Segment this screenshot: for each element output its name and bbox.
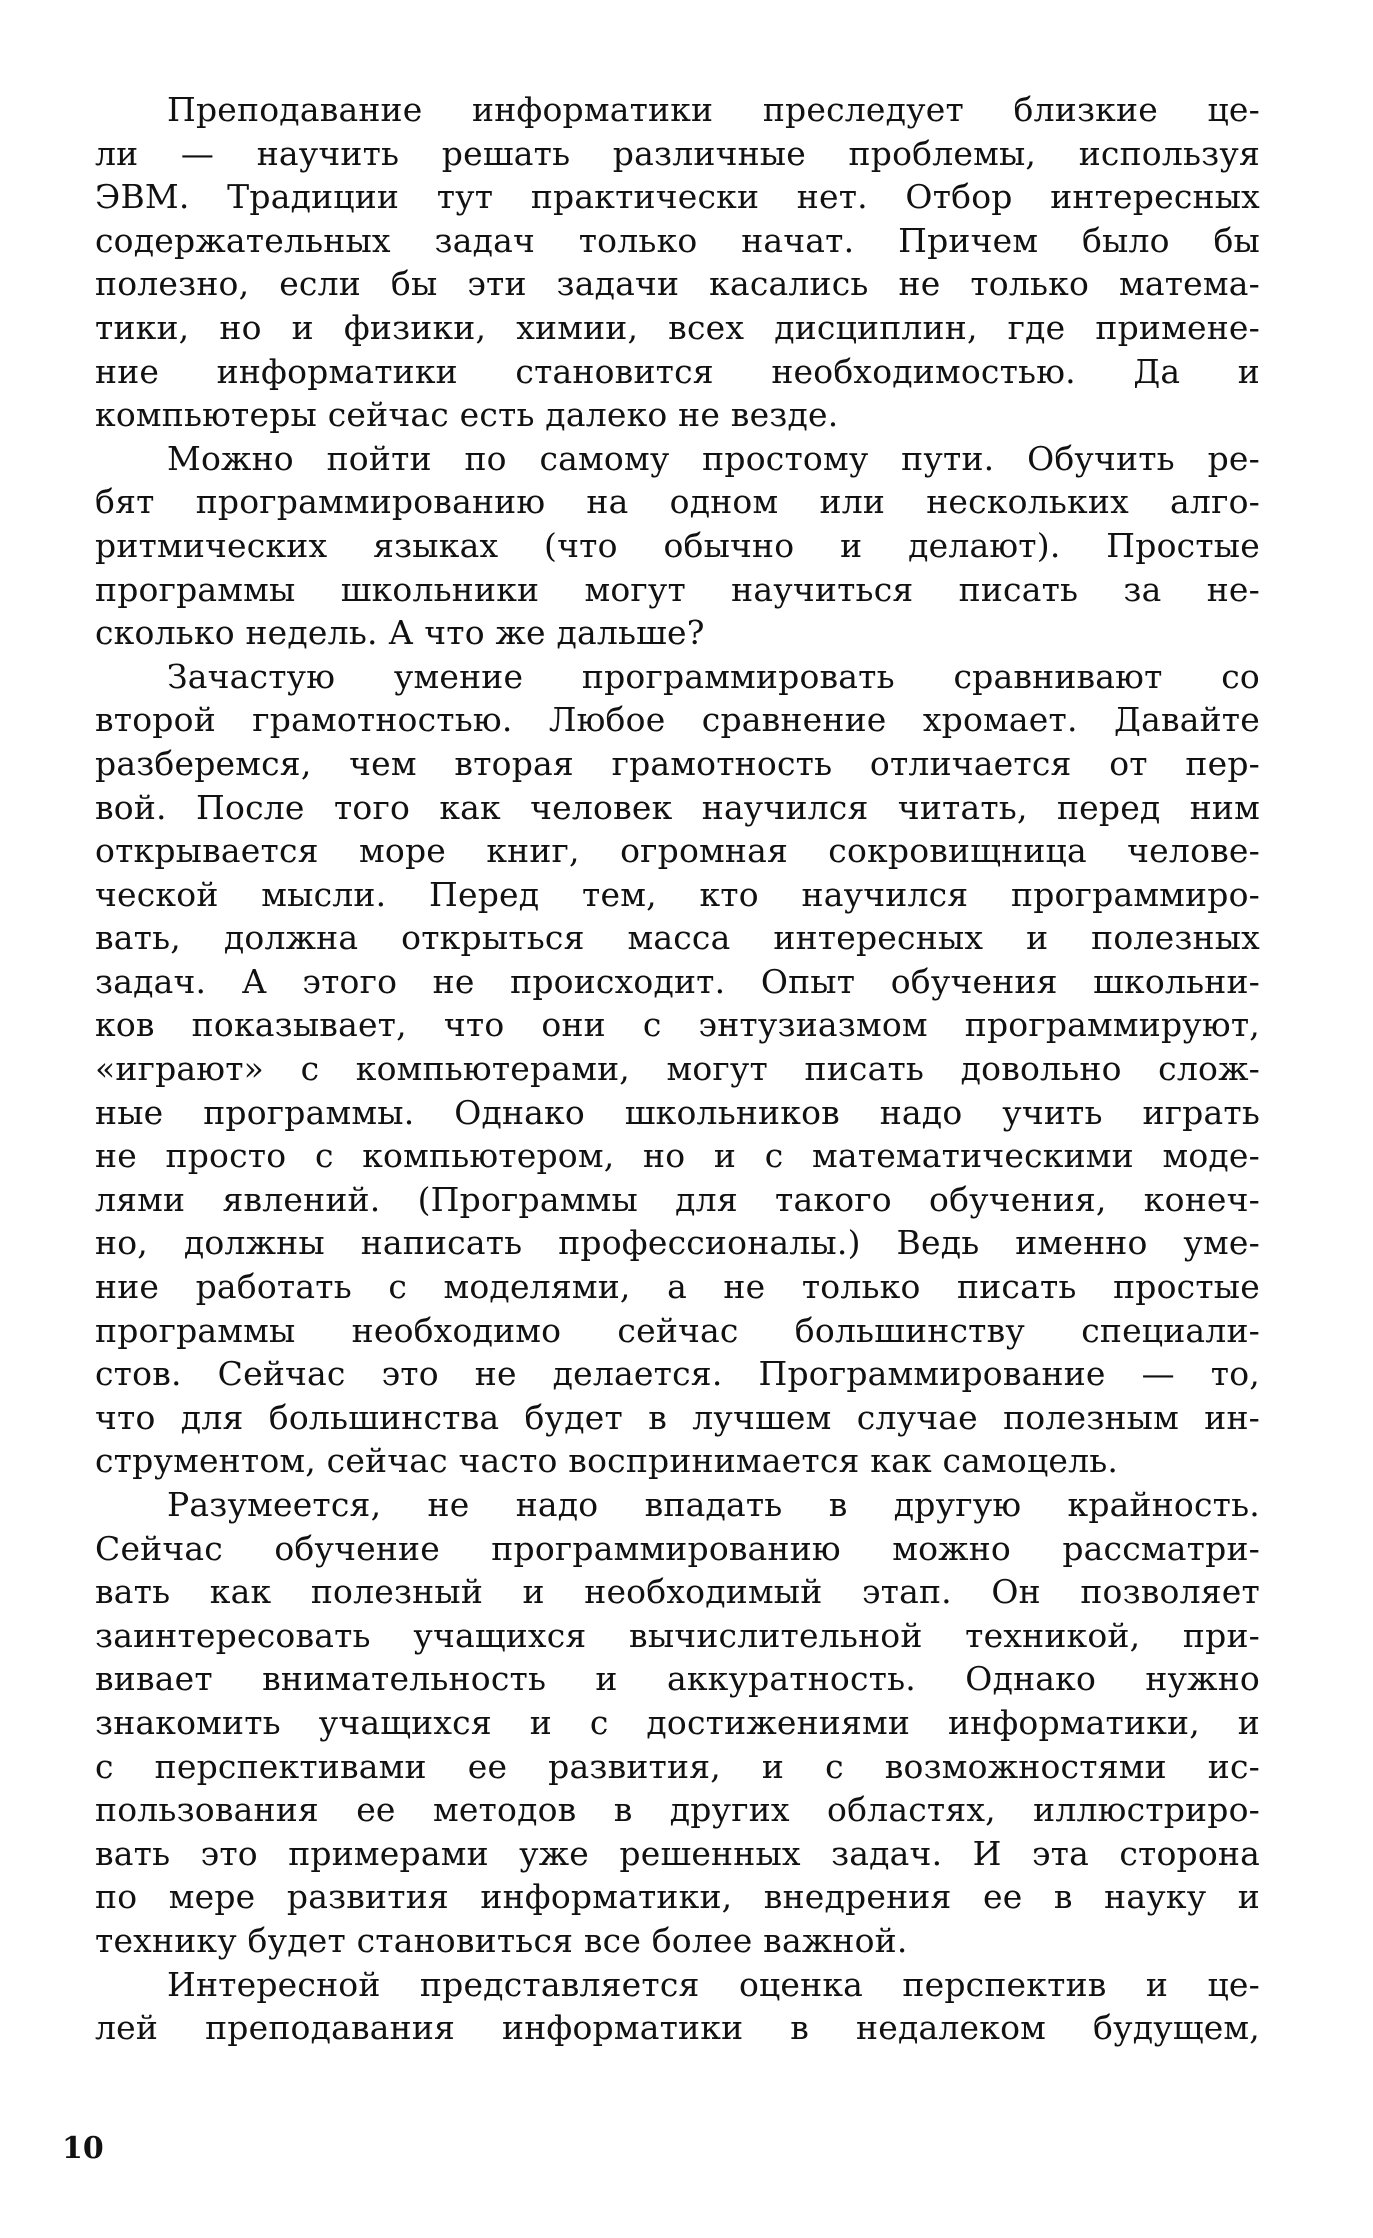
text-line: вивает внимательность и аккуратность. Однако нужно bbox=[95, 1659, 1260, 1699]
text-line: ритмических языках (что обычно и делают). Простые bbox=[95, 525, 1260, 565]
text-line: знакомить учащихся и с достижениями информатики, и bbox=[95, 1702, 1260, 1742]
text-line: Сейчас обучение программированию можно рассматри- bbox=[95, 1528, 1260, 1568]
text-line: разберемся, чем вторая грамотность отличается от пер- bbox=[95, 743, 1260, 783]
paragraph-1 bbox=[95, 88, 1260, 437]
text-line: ЭВМ. Традиции тут практически нет. Отбор интересных bbox=[95, 177, 1260, 217]
text-line: ческой мысли. Перед тем, кто научился программиро- bbox=[95, 874, 1260, 914]
text-line: Зачастую умение программировать сравнивают со bbox=[167, 656, 1260, 696]
text-line: лей преподавания информатики в недалеком будущем, bbox=[95, 2008, 1260, 2048]
text-line: бят программированию на одном или нескольких алго- bbox=[95, 482, 1260, 522]
text-line: ние работать с моделями, а не только писать простые bbox=[95, 1267, 1260, 1307]
book-page bbox=[95, 88, 1260, 2168]
text-line: Интересной представляется оценка перспектив и це- bbox=[167, 1964, 1260, 2004]
text-line: программы необходимо сейчас большинству специали- bbox=[95, 1310, 1260, 1350]
text-line: программы школьники могут научиться писать за не- bbox=[95, 569, 1260, 609]
text-line: Преподавание информатики преследует близкие це- bbox=[167, 90, 1260, 129]
text-line: второй грамотностью. Любое сравнение хромает. Давайте bbox=[95, 700, 1260, 740]
paragraph-5 bbox=[95, 1963, 1260, 2050]
text-line: но, должны написать профессионалы.) Ведь именно уме- bbox=[95, 1223, 1260, 1263]
text-line: вать, должна открыться масса интересных и полезных bbox=[95, 918, 1260, 958]
text-line: стов. Сейчас это не делается. Программирование — то, bbox=[95, 1354, 1260, 1394]
page-number: 10 bbox=[62, 2131, 104, 2166]
text-line: «играют» с компьютерами, могут писать довольно слож- bbox=[95, 1049, 1260, 1089]
text-line: ные программы. Однако школьников надо учить играть bbox=[95, 1092, 1260, 1132]
text-line: полезно, если бы эти задачи касались не только матема- bbox=[95, 264, 1260, 304]
text-line: вать как полезный и необходимый этап. Он позволяет bbox=[95, 1572, 1260, 1612]
text-line: сколько недель. А что же дальше? bbox=[95, 613, 705, 653]
text-line: лями явлений. (Программы для такого обучения, конеч- bbox=[95, 1179, 1260, 1219]
text-line: не просто с компьютером, но и с математическими моде- bbox=[95, 1136, 1260, 1176]
text-line: тики, но и физики, химии, всех дисциплин, где примене- bbox=[95, 307, 1260, 347]
text-line: с перспективами ее развития, и с возможностями ис- bbox=[95, 1746, 1260, 1786]
text-line: ние информатики становится необходимостью. Да и bbox=[95, 351, 1260, 391]
text-line: заинтересовать учащихся вычислительной техникой, при- bbox=[95, 1615, 1260, 1655]
paragraph-2 bbox=[95, 437, 1260, 655]
text-line: содержательных задач только начат. Причем было бы bbox=[95, 220, 1260, 260]
paragraph-4 bbox=[95, 1483, 1260, 1963]
text-line: что для большинства будет в лучшем случае полезным ин- bbox=[95, 1397, 1260, 1437]
text-line: открывается море книг, огромная сокровищница челове- bbox=[95, 831, 1260, 871]
text-line: вой. После того как человек научился читать, перед ним bbox=[95, 787, 1260, 827]
text-line: струментом, сейчас часто воспринимается как самоцель. bbox=[95, 1441, 1119, 1481]
text-line: вать это примерами уже решенных задач. И эта сторона bbox=[95, 1833, 1260, 1873]
text-line: ков показывает, что они с энтузиазмом программируют, bbox=[95, 1005, 1260, 1045]
paragraph-3 bbox=[95, 655, 1260, 1483]
text-line: компьютеры сейчас есть далеко не везде. bbox=[95, 395, 839, 435]
text-line: задач. А этого не происходит. Опыт обучения школьни- bbox=[95, 961, 1260, 1001]
text-line: технику будет становиться все более важной. bbox=[95, 1920, 908, 1960]
text-line: ли — научить решать различные проблемы, используя bbox=[95, 133, 1260, 173]
text-line: по мере развития информатики, внедрения ее в науку и bbox=[95, 1877, 1260, 1917]
text-line: Разумеется, не надо впадать в другую крайность. bbox=[167, 1485, 1260, 1524]
text-line: Можно пойти по самому простому пути. Обучить ре- bbox=[167, 438, 1260, 478]
text-line: пользования ее методов в других областях, иллюстриро- bbox=[95, 1790, 1260, 1830]
